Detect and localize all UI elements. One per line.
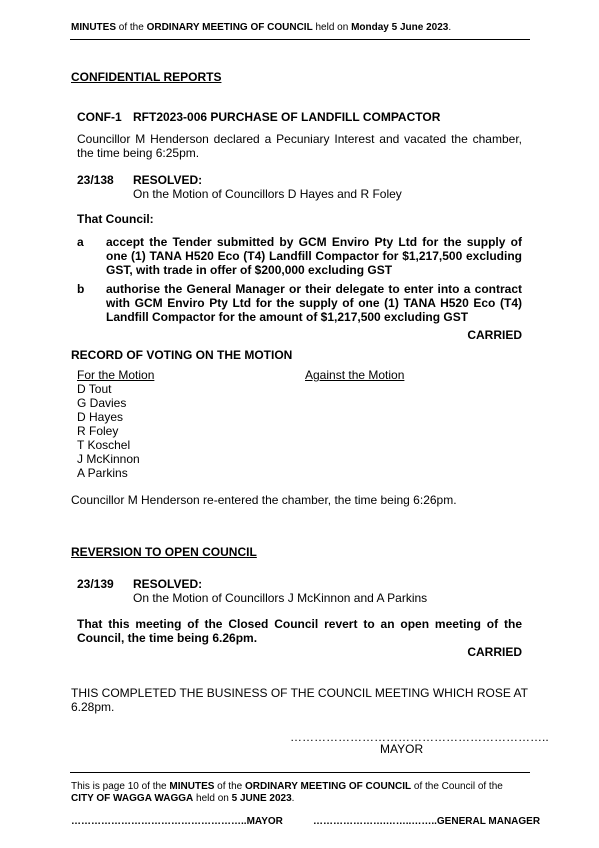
footer-pre: This is page 10 of the <box>71 781 170 792</box>
closing-text: THIS COMPLETED THE BUSINESS OF THE COUNCIL MEETING WHICH ROSE AT 6.28pm. <box>71 686 528 714</box>
reentered-text: Councillor M Henderson re-entered the chamber, the time being 6:26pm. <box>71 493 457 507</box>
footer-of-council: of the Council of the <box>411 781 503 792</box>
footer-divider <box>70 772 530 773</box>
voter-name: R Foley <box>77 424 119 438</box>
item-title: RFT2023-006 PURCHASE OF LANDFILL COMPACTOR <box>133 110 441 124</box>
footer-held-on: held on <box>193 793 232 804</box>
footer-mayor-signoff <box>71 816 283 828</box>
header-of-the: of the <box>116 22 147 33</box>
footer-gm-signoff <box>313 816 540 828</box>
footer-meeting: ORDINARY MEETING OF COUNCIL <box>244 781 412 792</box>
interest-declaration: Councillor M Henderson declared a Pecuniary Interest and vacated the chamber, the time being 6:25pm. <box>77 132 522 160</box>
footer-gm-label: GENERAL MANAGER <box>436 816 541 827</box>
carried-label: CARRIED <box>467 328 522 342</box>
resolution-number: 23/138 <box>77 173 114 187</box>
header-divider <box>70 39 530 40</box>
item-code: CONF-1 <box>77 110 122 124</box>
motion-movers: On the Motion of Councillors D Hayes and R Foley <box>133 187 402 201</box>
item-b-text: authorise the General Manager or their delegate to enter into a contract with GCM Enviro Pty Ltd for the supply of one (1) TANA H520 Eco (T4) Landfill Compactor for the amount of $1,217,500 excluding GST <box>106 282 522 324</box>
item-a-letter: a <box>77 235 84 249</box>
header-date: Monday 5 June 2023 <box>351 22 449 33</box>
header-held-on: held on <box>312 22 352 33</box>
reversion-carried-label: CARRIED <box>467 645 522 659</box>
header-minutes: MINUTES <box>71 22 116 33</box>
voter-name: A Parkins <box>77 466 128 480</box>
voter-name: G Davies <box>77 396 127 410</box>
voter-name: T Koschel <box>77 438 131 452</box>
reversion-resolution-number: 23/139 <box>77 577 114 591</box>
voting-heading: RECORD OF VOTING ON THE MOTION <box>71 348 293 362</box>
for-names-list <box>77 382 140 480</box>
footer-city: CITY OF WAGGA WAGGA <box>71 793 194 804</box>
mayor-signature-line: ……………………………………………………….. <box>290 730 549 744</box>
header-end: . <box>448 22 452 33</box>
against-motion-label: Against the Motion <box>305 368 405 382</box>
that-council: That Council: <box>77 212 154 226</box>
footer-of-the: of the <box>214 781 245 792</box>
reversion-resolved-label: RESOLVED: <box>133 577 203 591</box>
reversion-heading: REVERSION TO OPEN COUNCIL <box>71 545 257 559</box>
page-header <box>71 22 451 33</box>
footer-date: 5 JUNE 2023 <box>231 793 292 804</box>
for-motion-label: For the Motion <box>77 368 155 382</box>
confidential-heading: CONFIDENTIAL REPORTS <box>71 70 222 84</box>
voter-name: D Hayes <box>77 410 124 424</box>
reversion-motion-movers: On the Motion of Councillors J McKinnon and A Parkins <box>133 591 428 605</box>
footer-minutes: MINUTES <box>169 781 215 792</box>
footer-gm-dots: ………………….……..…….. <box>313 816 437 827</box>
mayor-signature-label: MAYOR <box>380 742 424 756</box>
footer-text <box>71 781 531 805</box>
footer-end: . <box>291 793 295 804</box>
header-meeting: ORDINARY MEETING OF COUNCIL <box>146 22 313 33</box>
voter-name: D Tout <box>77 382 112 396</box>
voter-name: J McKinnon <box>77 452 140 466</box>
footer-mayor-label: MAYOR <box>246 816 283 827</box>
footer-mayor-dots: …………………………………………….. <box>71 816 247 827</box>
reversion-resolution-text: That this meeting of the Closed Council revert to an open meeting of the Council, the time being 6.26pm. <box>77 617 522 645</box>
resolved-label: RESOLVED: <box>133 173 203 187</box>
item-a-text: accept the Tender submitted by GCM Enviro Pty Ltd for the supply of one (1) TANA H520 Eco (T4) Landfill Compactor for $1,217,500 excluding GST, with trade in offer of $200,000 excluding GST <box>106 235 522 277</box>
item-b-letter: b <box>77 282 85 296</box>
